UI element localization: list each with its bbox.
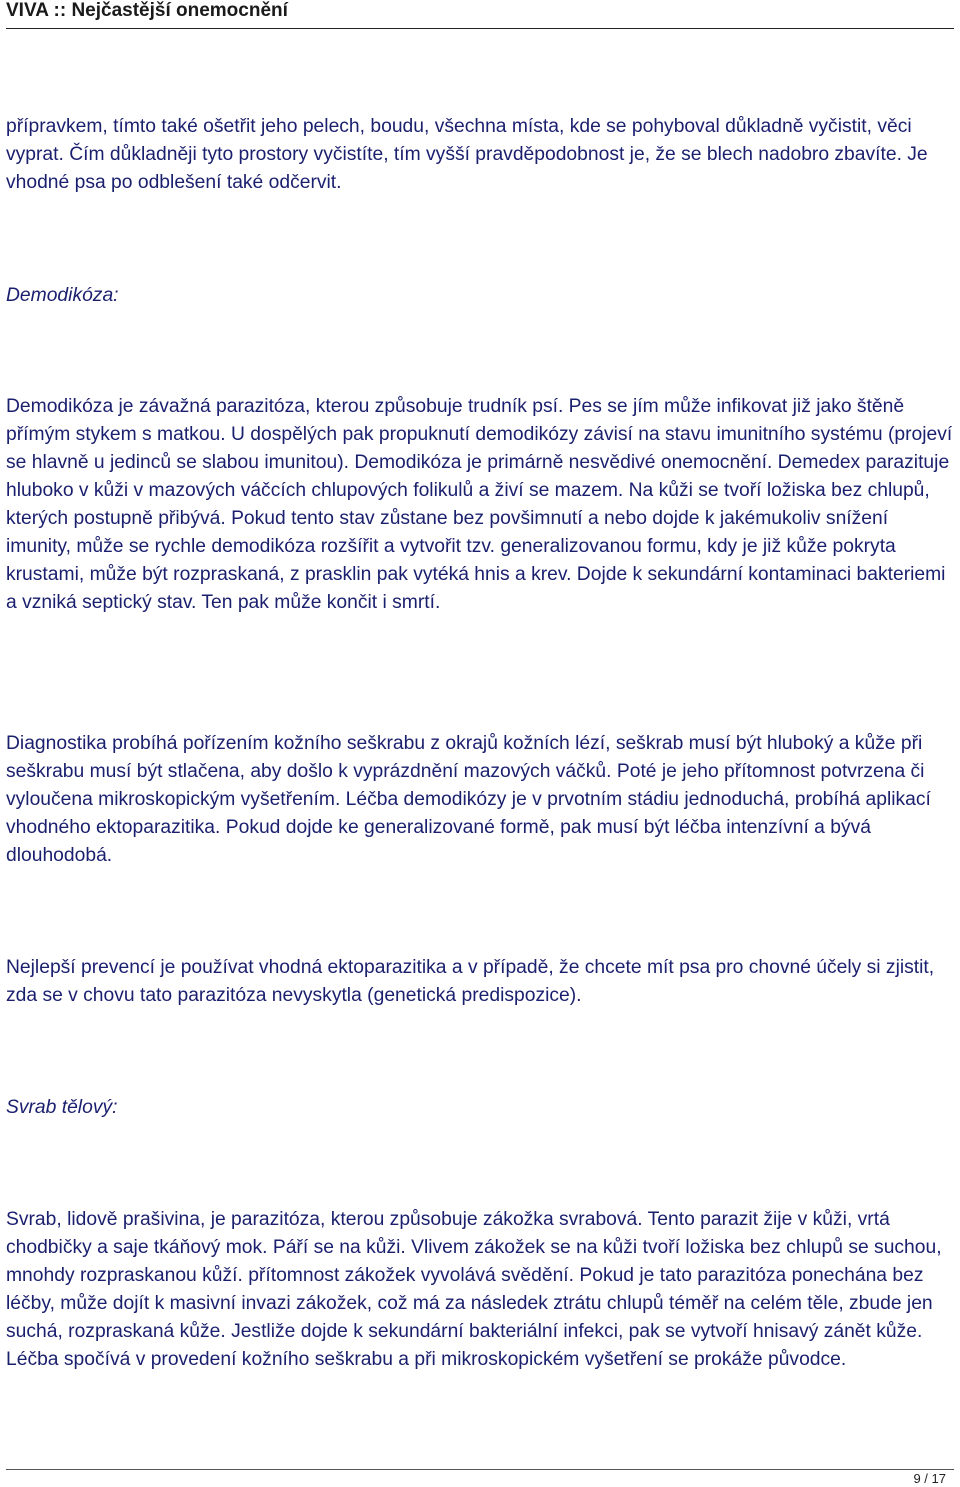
paragraph-demodikoza-description: Demodikóza je závažná parazitóza, kterou způsobuje trudník psí. Pes se jím může infikovat již jako štěně přímým stykem s matkou. U dospělých pak propuknutí demodikózy závisí na stavu imunitního systému (projeví se hlavně u jedinců se slabou imunitou). Demodikóza je primárně nesvědivé onemocnění. Demedex parazituje hluboko v kůži v mazových váčcích chlupových folikulů a živí se mazem. Na kůži se tvoří ložiska bez chlupů, kterých postupně přibývá. Pokud tento stav zůstane bez povšimnutí a nebo dojde k jakémukoliv snížení imunity, může se rychle demodikóza rozšířit a vytvořit tzv. generalizovanou formu, kdy je již kůže pokryta krustami, může být rozpraskaná, z prasklin pak vytéká hnis a krev. Dojde k sekundární kontaminaci bakteriemi a vzniká septický stav. Ten pak může končit i smrtí.	[6, 396, 953, 613]
page-title: VIVA :: Nejčastější onemocnění	[6, 0, 288, 21]
section-heading-svrab: Svrab tělový:	[6, 1097, 118, 1118]
section-heading-demodikoza: Demodikóza:	[6, 285, 119, 306]
footer-divider	[6, 1469, 954, 1470]
paragraph-svrab-description: Svrab, lidově prašivina, je parazitóza, kterou způsobuje zákožka svrabová. Tento parazit žije v kůži, vrtá chodbičky a saje tkáňový mok. Páří se na kůži. Vlivem zákožek se na kůži tvoří ložiska bez chlupů se suchou, mnohdy rozpraskanou kůží. přítomnost zákožek vyvolává svědění. Pokud je tato parazitóza ponechána bez léčby, může dojít k masivní invazi zákožek, což má za následek ztrátu chlupů téměř na celém těle, zbude jen suchá, rozpraskaná kůže. Jestliže dojde k sekundární bakteriální infekci, pak se vytvoří hnisavý zánět kůže. Léčba spočívá v provedení kožního seškrabu a při mikroskopickém vyšetření se prokáže původce.	[6, 1209, 942, 1370]
paragraph-flea-cleaning: přípravkem, tímto také ošetřit jeho pelech, boudu, všechna místa, kde se pohyboval důkladně vyčistit, věci vyprat. Čím důkladněji tyto prostory vyčistíte, tím vyšší pravděpodobnost je, že se blech nadobro zbavíte. Je vhodné psa po odblešení také odčervit.	[6, 116, 928, 193]
header-divider	[6, 28, 954, 29]
paragraph-demodikoza-prevention: Nejlepší prevencí je používat vhodná ektoparazitika a v případě, že chcete mít psa pro chovné účely si zjistit, zda se v chovu tato parazitóza nevyskytla (genetická predispozice).	[6, 957, 935, 1006]
paragraph-demodikoza-diagnostics: Diagnostika probíhá pořízením kožního seškrabu z okrajů kožních lézí, seškrab musí být hluboký a kůže při seškrabu musí být stlačena, aby došlo k vyprázdnění mazových váčků. Poté je jeho přítomnost potvrzena či vyloučena mikroskopickým vyšetřením. Léčba demodikózy je v prvotním stádiu jednoduchá, probíhá aplikací vhodného ektoparazitika. Pokud dojde ke generalizované formě, pak musí být léčba intenzívní a bývá dlouhodobá.	[6, 733, 931, 866]
page-number: 9 / 17	[913, 1471, 946, 1486]
